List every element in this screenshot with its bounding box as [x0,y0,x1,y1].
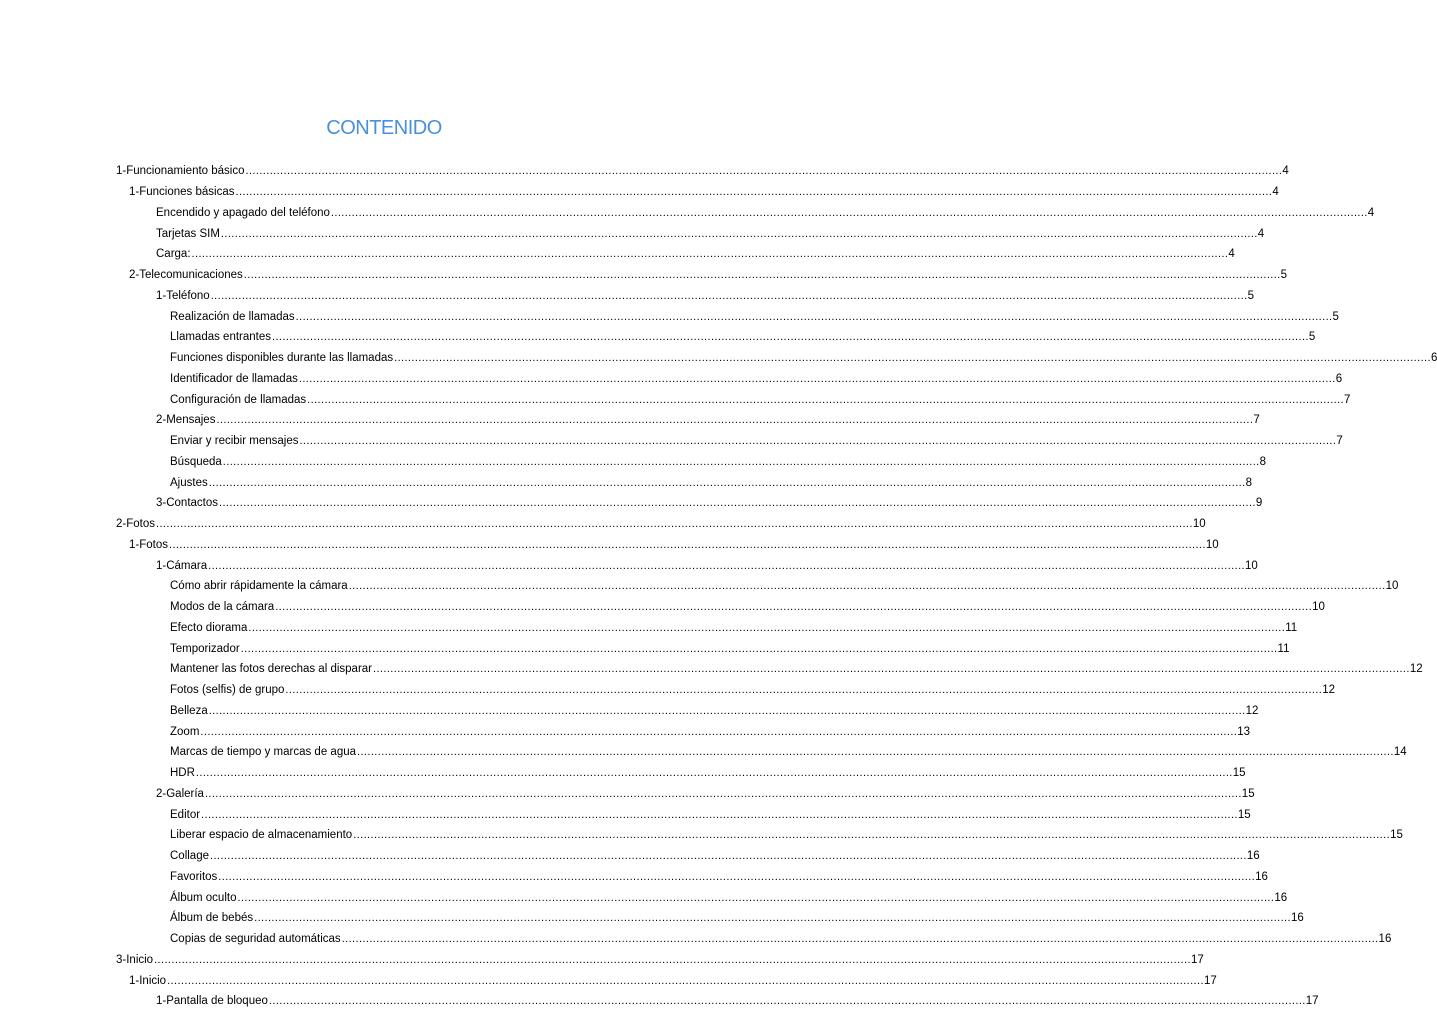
toc-leader-dots: ............................................................................................................................................................................................................................................................................................................ [216,414,1254,427]
toc-entry[interactable] [0,638,1290,659]
toc-entry[interactable] [0,701,1259,722]
toc-entry-label: Tarjetas SIM [156,227,220,240]
toc-entry[interactable] [0,680,1336,701]
toc-entry[interactable] [0,846,1260,867]
toc-entry[interactable] [0,618,1298,639]
toc-leader-dots: ............................................................................................................................................................................................................................................................................................................ [156,518,1193,531]
toc-entry[interactable] [0,950,1204,971]
toc-entry-label: Zoom [170,725,200,738]
toc-leader-dots: ............................................................................................................................................................................................................................................................................................................ [285,684,1323,697]
toc-entry-label: Marcas de tiempo y marcas de agua [170,746,357,759]
toc-entry-label: Editor [170,808,201,821]
toc-entry-label: Configuración de llamadas [170,393,307,406]
toc-entry-page-number: 15 [1390,829,1403,842]
toc-entry-page-number: 10 [1385,580,1399,593]
toc-leader-dots: ............................................................................................................................................................................................................................................................................................................ [240,642,1278,655]
toc-entry[interactable] [0,265,1288,286]
toc-entry-page-number: 11 [1277,642,1290,655]
table-of-contents [0,161,1437,1012]
toc-entry-page-number: 11 [1285,621,1298,634]
toc-leader-dots: ............................................................................................................................................................................................................................................................................................................ [341,933,1379,946]
toc-leader-dots: ............................................................................................................................................................................................................................................................................................................ [353,829,1391,842]
toc-entry[interactable] [0,597,1325,618]
toc-entry-page-number: 13 [1237,725,1251,738]
toc-entry-page-number: 4 [1367,206,1375,219]
toc-entry-label: Liberar espacio de almacenamiento [170,829,353,842]
toc-entry-label: 2-Galería [156,787,204,800]
toc-entry-page-number: 9 [1255,497,1263,510]
toc-entry[interactable] [0,203,1375,224]
toc-entry[interactable] [0,721,1251,742]
toc-entry-label: Copias de seguridad automáticas [170,933,341,946]
toc-leader-dots: ............................................................................................................................................................................................................................................................................................................ [219,497,1256,510]
toc-entry-label: Favoritos [170,870,218,883]
toc-leader-dots: ............................................................................................................................................................................................................................................................................................................ [208,704,1246,717]
toc-entry-page-number: 10 [1245,559,1258,572]
toc-entry[interactable] [0,327,1316,348]
toc-entry-label: 2-Mensajes [156,414,216,427]
toc-entry-label: Encendido y apagado del teléfono [156,206,330,219]
toc-entry-page-number: 15 [1232,767,1246,780]
toc-leader-dots: ............................................................................................................................................................................................................................................................................................................ [299,435,1337,448]
toc-leader-dots: ............................................................................................................................................................................................................................................................................................................ [254,912,1291,925]
toc-entry-label: Fotos (selfis) de grupo [170,684,285,697]
toc-entry[interactable] [0,929,1392,950]
toc-entry-page-number: 10 [1192,518,1206,531]
toc-leader-dots: ............................................................................................................................................................................................................................................................................................................ [208,559,1245,572]
toc-entry[interactable] [0,182,1279,203]
toc-entry[interactable] [0,908,1304,929]
toc-entry-label: 1-Inicio [129,974,167,987]
toc-entry-page-number: 7 [1344,393,1351,406]
toc-entry-page-number: 5 [1247,289,1254,302]
toc-entry-label: Efecto diorama [170,621,248,634]
toc-entry-page-number: 16 [1378,933,1392,946]
toc-entry[interactable] [0,389,1351,410]
toc-leader-dots: ............................................................................................................................................................................................................................................................................................................ [191,248,1229,261]
toc-entry[interactable] [0,348,1437,369]
toc-entry[interactable] [0,244,1235,265]
toc-entry-label: Belleza [170,704,208,717]
toc-entry-page-number: 5 [1332,310,1339,323]
toc-entry-label: Carga: [156,248,191,261]
toc-entry[interactable] [0,286,1254,307]
toc-leader-dots: ............................................................................................................................................................................................................................................................................................................ [237,891,1275,904]
toc-entry-label: HDR [170,767,195,780]
toc-entry-label: Ajustes [170,476,208,489]
toc-leader-dots: ............................................................................................................................................................................................................................................................................................................ [394,352,1431,365]
toc-entry[interactable] [0,742,1407,763]
toc-entry-page-number: 4 [1257,227,1265,240]
toc-entry-label: 1-Pantalla de bloqueo [156,995,268,1008]
toc-entry-page-number: 4 [1272,186,1279,199]
toc-entry[interactable] [0,970,1217,991]
toc-entry-page-number: 17 [1203,974,1217,987]
toc-entry-label: Collage [170,850,209,863]
toc-leader-dots: ............................................................................................................................................................................................................................................................................................................ [248,621,1286,634]
toc-leader-dots: ............................................................................................................................................................................................................................................................................................................ [245,165,1283,178]
toc-entry-page-number: 4 [1282,165,1289,178]
toc-entry-page-number: 10 [1312,601,1325,614]
toc-entry[interactable] [0,784,1255,805]
toc-entry[interactable] [0,825,1403,846]
toc-entry-label: Funciones disponibles durante las llamadas [170,352,394,365]
toc-entry[interactable] [0,431,1343,452]
toc-leader-dots: ............................................................................................................................................................................................................................................................................................................ [295,310,1333,323]
toc-leader-dots: ............................................................................................................................................................................................................................................................................................................ [272,331,1309,344]
toc-entry-page-number: 7 [1336,435,1343,448]
toc-entry-label: Temporizador [170,642,240,655]
toc-entry[interactable] [0,555,1258,576]
toc-leader-dots: ............................................................................................................................................................................................................................................................................................................ [222,455,1260,468]
toc-leader-dots: ............................................................................................................................................................................................................................................................................................................ [218,870,1256,883]
toc-entry-page-number: 15 [1237,808,1251,821]
toc-entry[interactable] [0,514,1206,535]
toc-leader-dots: ............................................................................................................................................................................................................................................................................................................ [208,476,1246,489]
toc-entry-page-number: 15 [1241,787,1255,800]
toc-entry[interactable] [0,659,1423,680]
toc-entry-page-number: 16 [1290,912,1304,925]
toc-leader-dots: ............................................................................................................................................................................................................................................................................................................ [275,601,1313,614]
toc-entry[interactable] [0,867,1268,888]
toc-entry-label: 1-Fotos [129,538,168,551]
toc-entry[interactable] [0,887,1288,908]
toc-entry-label: Identificador de llamadas [170,372,298,385]
toc-entry[interactable] [0,804,1251,825]
toc-entry-page-number: 16 [1246,850,1260,863]
toc-leader-dots: ............................................................................................................................................................................................................................................................................................................ [330,206,1368,219]
toc-entry-page-number: 4 [1228,248,1235,261]
toc-leader-dots: ............................................................................................................................................................................................................................................................................................................ [167,974,1204,987]
toc-entry-page-number: 8 [1259,455,1267,468]
toc-entry-label: 1-Cámara [156,559,208,572]
toc-entry[interactable] [0,223,1265,244]
toc-entry[interactable] [0,306,1339,327]
toc-entry-label: 2-Fotos [116,518,155,531]
toc-title: CONTENIDO [326,117,442,139]
toc-entry-page-number: 17 [1305,995,1319,1008]
toc-entry[interactable] [0,452,1267,473]
toc-leader-dots: ............................................................................................................................................................................................................................................................................................................ [201,808,1238,821]
toc-leader-dots: ............................................................................................................................................................................................................................................................................................................ [298,372,1336,385]
toc-entry-label: 1-Funcionamiento básico [116,165,245,178]
toc-entry-page-number: 5 [1280,269,1288,282]
toc-leader-dots: ............................................................................................................................................................................................................................................................................................................ [210,289,1248,302]
toc-entry[interactable] [0,493,1263,514]
toc-entry[interactable] [0,991,1319,1012]
toc-entry-page-number: 12 [1322,684,1336,697]
toc-leader-dots: ............................................................................................................................................................................................................................................................................................................ [154,953,1191,966]
toc-entry-page-number: 12 [1245,704,1259,717]
toc-entry-page-number: 10 [1205,538,1219,551]
toc-leader-dots: ............................................................................................................................................................................................................................................................................................................ [348,580,1386,593]
toc-leader-dots: ............................................................................................................................................................................................................................................................................................................ [357,746,1394,759]
toc-entry[interactable] [0,472,1252,493]
toc-entry[interactable] [0,161,1289,182]
toc-leader-dots: ............................................................................................................................................................................................................................................................................................................ [204,787,1242,800]
toc-leader-dots: ............................................................................................................................................................................................................................................................................................................ [307,393,1345,406]
toc-entry-label: Álbum oculto [170,891,237,904]
toc-entry-label: 2-Telecomunicaciones [129,269,243,282]
toc-entry-page-number: 12 [1409,663,1423,676]
toc-entry-label: 1-Teléfono [156,289,210,302]
toc-entry-label: 1-Funciones básicas [129,186,235,199]
toc-entry-label: Modos de la cámara [170,601,275,614]
toc-entry-label: Llamadas entrantes [170,331,272,344]
toc-entry-page-number: 16 [1255,870,1268,883]
toc-leader-dots: ............................................................................................................................................................................................................................................................................................................ [200,725,1238,738]
toc-entry[interactable] [0,576,1399,597]
toc-entry-label: Realización de llamadas [170,310,295,323]
toc-leader-dots: ............................................................................................................................................................................................................................................................................................................ [210,850,1247,863]
toc-leader-dots: ............................................................................................................................................................................................................................................................................................................ [195,767,1233,780]
toc-leader-dots: ............................................................................................................................................................................................................................................................................................................ [243,269,1281,282]
toc-entry-label: 3-Contactos [156,497,219,510]
toc-entry-page-number: 16 [1274,891,1288,904]
toc-entry-label: Mantener las fotos derechas al disparar [170,663,372,676]
toc-entry-label: Álbum de bebés [170,912,254,925]
toc-entry-label: Cómo abrir rápidamente la cámara [170,580,348,593]
toc-entry-label: 3-Inicio [116,953,154,966]
toc-entry-page-number: 17 [1190,953,1204,966]
toc-entry[interactable] [0,763,1246,784]
toc-entry-page-number: 6 [1430,352,1437,365]
toc-entry-page-number: 7 [1253,414,1260,427]
toc-leader-dots: ............................................................................................................................................................................................................................................................................................................ [268,995,1306,1008]
toc-entry-page-number: 6 [1335,372,1343,385]
toc-entry-page-number: 14 [1393,746,1407,759]
toc-entry-label: Búsqueda [170,455,222,468]
toc-leader-dots: ............................................................................................................................................................................................................................................................................................................ [373,663,1410,676]
toc-leader-dots: ............................................................................................................................................................................................................................................................................................................ [169,538,1206,551]
toc-entry[interactable] [0,369,1343,390]
toc-entry-label: Enviar y recibir mensajes [170,435,299,448]
toc-entry[interactable] [0,535,1219,556]
toc-leader-dots: ............................................................................................................................................................................................................................................................................................................ [220,227,1258,240]
toc-entry-page-number: 5 [1308,331,1316,344]
toc-entry[interactable] [0,410,1260,431]
toc-leader-dots: ............................................................................................................................................................................................................................................................................................................ [235,186,1273,199]
toc-entry-page-number: 8 [1245,476,1252,489]
